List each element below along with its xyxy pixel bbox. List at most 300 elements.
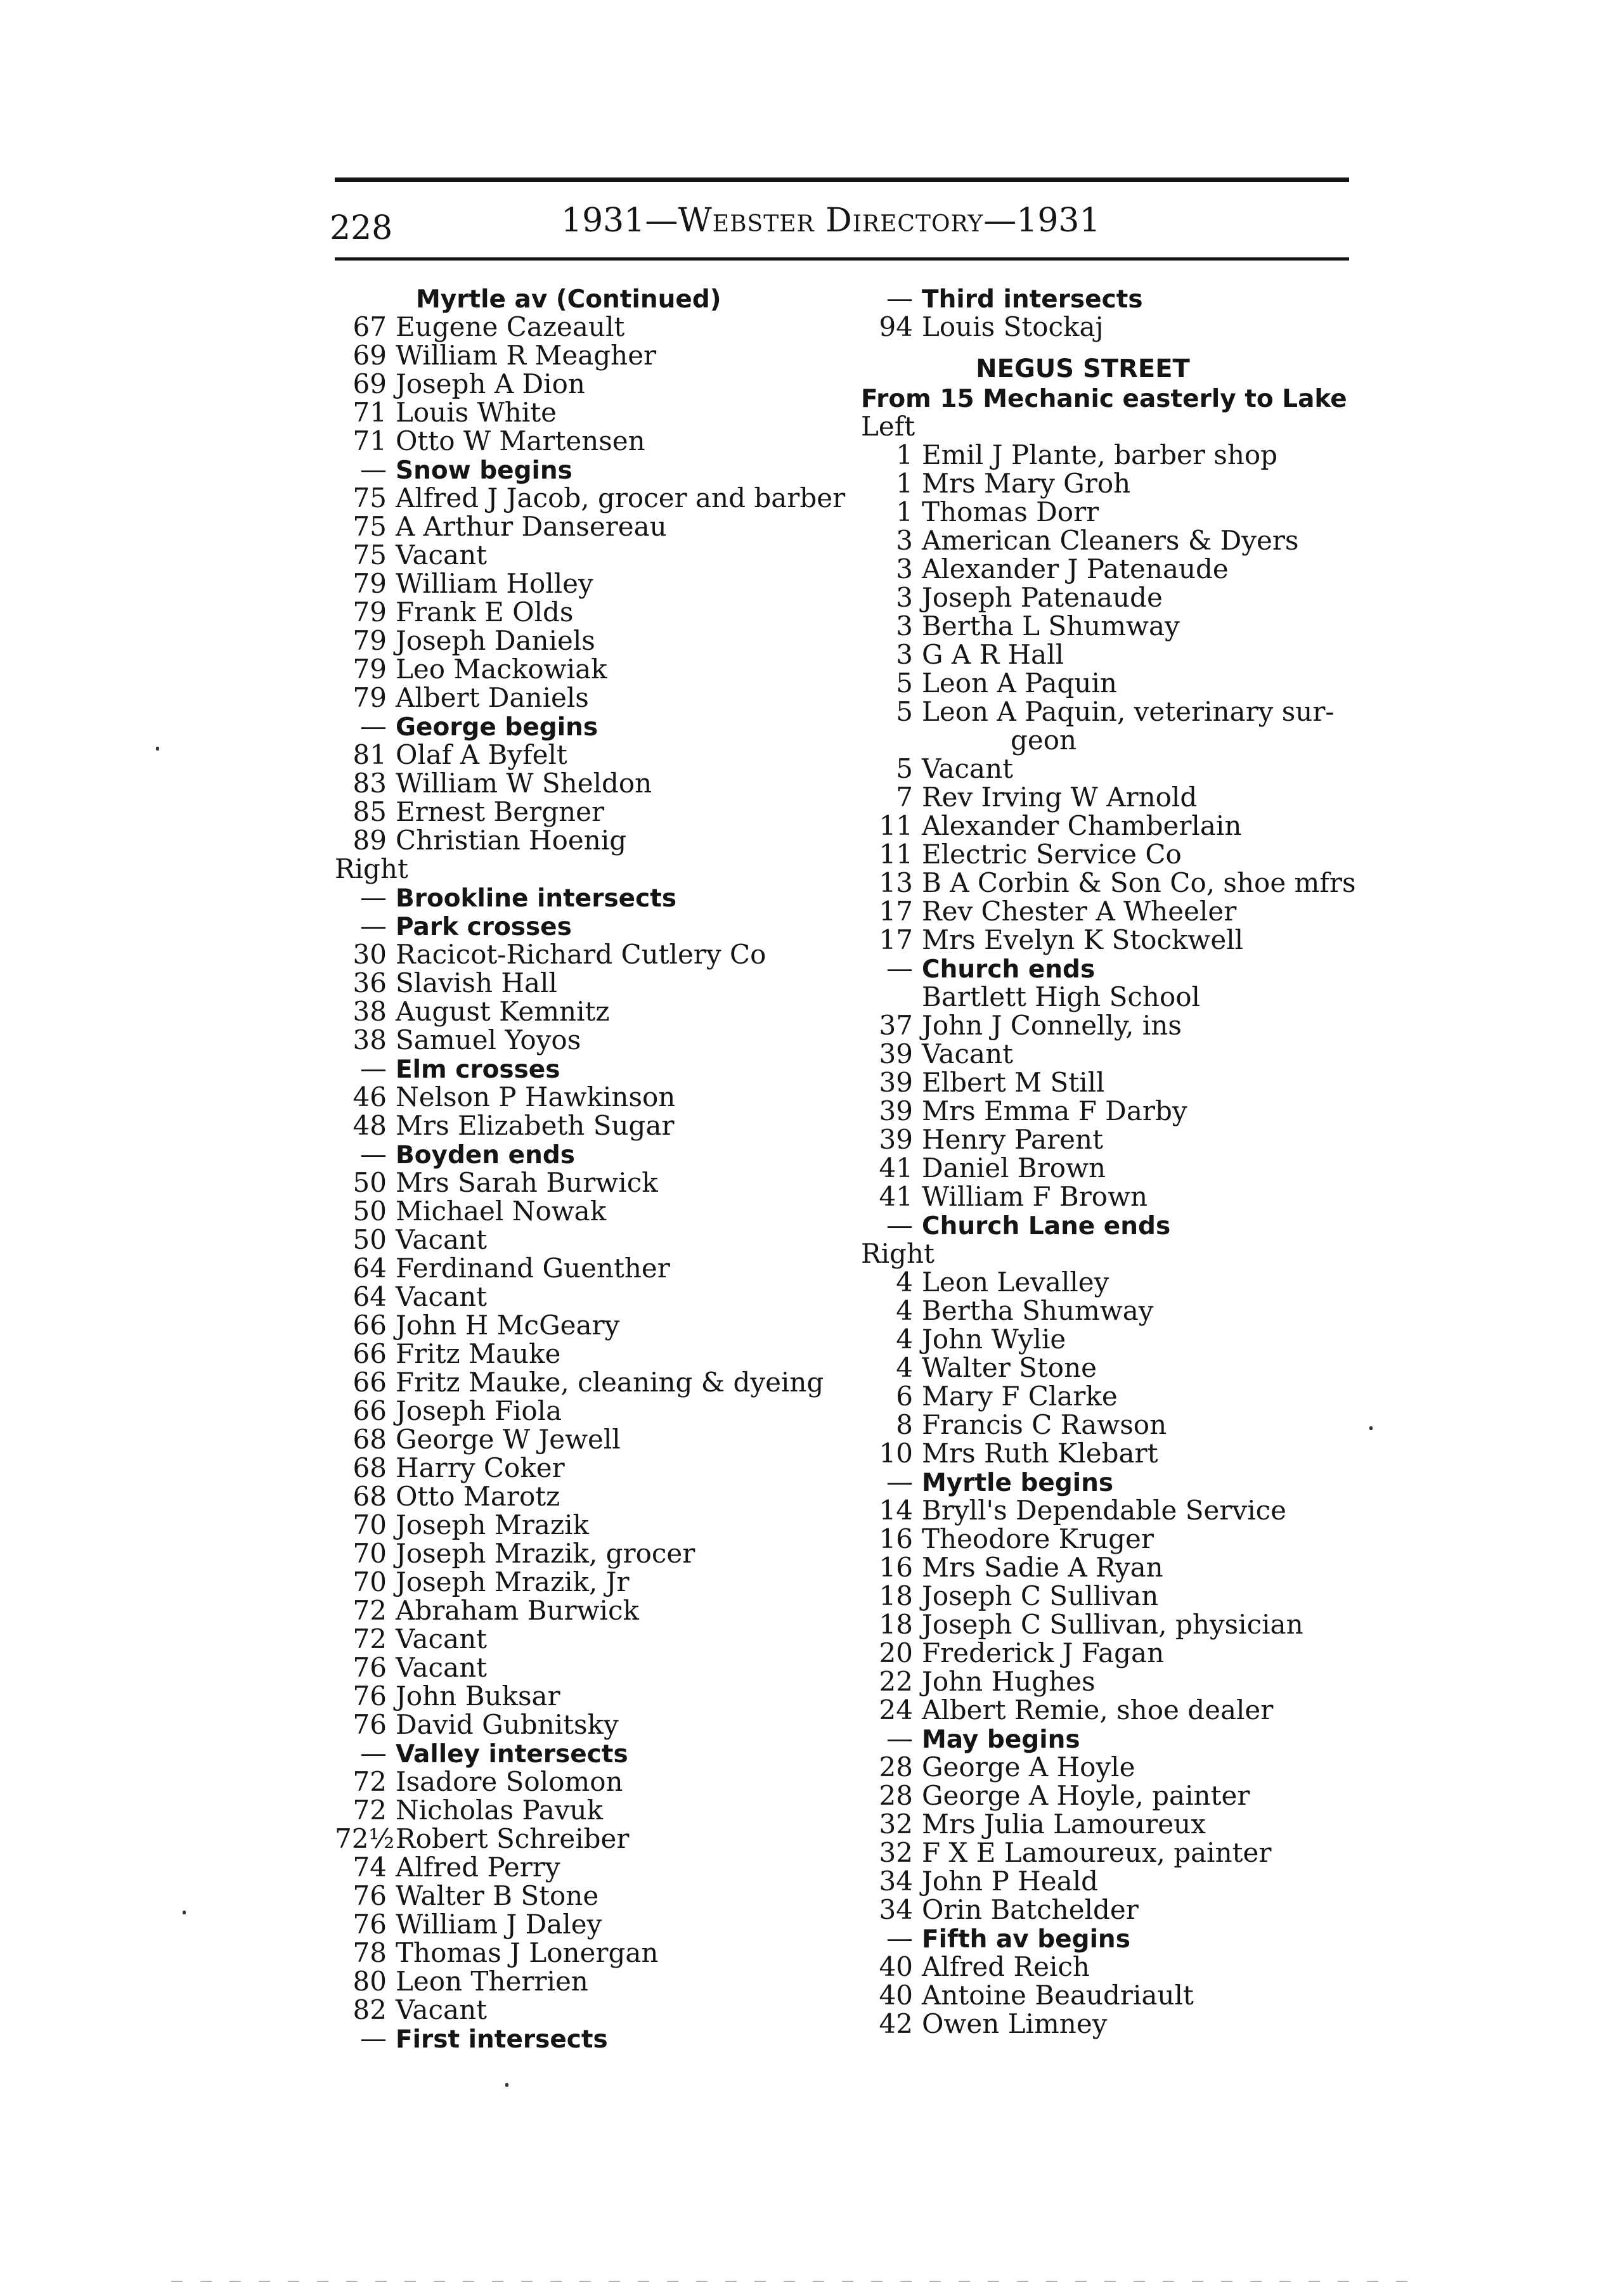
directory-entry: [335, 1653, 855, 1682]
directory-entry: [335, 1083, 855, 1111]
house-number: 41: [879, 1152, 913, 1183]
directory-entry: [335, 1853, 855, 1881]
page-number: 228: [330, 209, 393, 247]
directory-entry: [861, 1040, 1362, 1068]
house-number: 5: [896, 753, 913, 784]
resident-name: Mrs Evelyn K Stockwell: [922, 924, 1244, 955]
directory-entry: [335, 1225, 855, 1254]
resident-name: Nicholas Pavuk: [396, 1795, 604, 1826]
directory-entry: [335, 541, 855, 569]
house-number: 82: [352, 1994, 387, 2025]
dash-marker: —: [886, 283, 913, 314]
house-number: 76: [352, 1909, 387, 1940]
directory-entry: [861, 583, 1362, 612]
resident-name: Elbert M Still: [922, 1067, 1105, 1098]
resident-name: Thomas Dorr: [922, 496, 1099, 527]
directory-entry: [861, 1696, 1362, 1724]
house-number: 39: [879, 1124, 913, 1155]
house-number: 83: [352, 768, 387, 799]
resident-name: Louis Stockaj: [922, 311, 1104, 342]
house-number: 71: [352, 425, 387, 456]
directory-entry: [335, 683, 855, 712]
institution-name: Bartlett High School: [922, 981, 1200, 1012]
resident-name: William J Daley: [396, 1909, 602, 1940]
directory-entry: [861, 1068, 1362, 1097]
directory-entry: [861, 783, 1362, 811]
house-number: 85: [352, 796, 387, 827]
directory-entry: [861, 925, 1362, 954]
directory-entry: [335, 1339, 855, 1368]
house-number: 1: [896, 439, 913, 470]
street-continued-heading-text: Myrtle av (Continued): [416, 285, 721, 314]
house-number: 39: [879, 1038, 913, 1069]
directory-entry: [861, 1296, 1362, 1325]
directory-entry: [335, 1111, 855, 1140]
house-number: 1: [896, 468, 913, 499]
resident-name: Alfred J Jacob, grocer and barber: [396, 482, 846, 513]
resident-name: Mrs Sadie A Ryan: [922, 1552, 1163, 1583]
house-number: 18: [879, 1609, 913, 1640]
resident-name: George A Hoyle: [922, 1751, 1135, 1783]
house-number: 42: [879, 2008, 913, 2039]
directory-entry: [335, 313, 855, 341]
resident-name: Joseph Mrazik, grocer: [396, 1538, 695, 1569]
house-number: 4: [896, 1295, 913, 1326]
scan-noise-line: [171, 2281, 1407, 2282]
resident-name: Otto Marotz: [396, 1481, 560, 1512]
directory-entry: [335, 1996, 855, 2024]
resident-name: Isadore Solomon: [396, 1766, 623, 1797]
directory-entry: [861, 697, 1362, 726]
directory-entry: [335, 1710, 855, 1739]
resident-name: Mrs Elizabeth Sugar: [396, 1110, 675, 1141]
house-number: 7: [896, 782, 913, 813]
resident-name: Samuel Yoyos: [396, 1024, 581, 1055]
resident-name: Leo Mackowiak: [396, 654, 607, 685]
resident-name: B A Corbin & Son Co, shoe mfrs: [922, 867, 1356, 898]
house-number: 37: [879, 1010, 913, 1041]
house-number: 3: [896, 610, 913, 642]
house-number: 76: [352, 1709, 387, 1740]
house-number: 3: [896, 639, 913, 670]
house-number: 14: [879, 1495, 913, 1526]
house-number: 22: [879, 1666, 913, 1697]
house-number: 76: [352, 1880, 387, 1911]
directory-entry: [861, 1382, 1362, 1410]
house-number: 68: [352, 1481, 387, 1512]
directory-entry: [861, 1781, 1362, 1810]
house-number: 79: [352, 682, 387, 713]
street-side-text: Left: [861, 411, 915, 442]
resident-name: Orin Batchelder: [922, 1894, 1139, 1925]
house-number: 34: [879, 1894, 913, 1925]
resident-name: Leon A Paquin, veterinary sur-: [922, 696, 1335, 727]
header-bottom-rule: [335, 257, 1349, 261]
cross-street-label: George begins: [396, 713, 598, 742]
directory-entry: [335, 1938, 855, 1967]
house-number: 79: [352, 654, 387, 685]
resident-name: Joseph Mrazik, Jr: [396, 1566, 630, 1597]
directory-entry: [861, 669, 1362, 697]
cross-street-label: Fifth av begins: [922, 1925, 1130, 1954]
directory-entry: [335, 626, 855, 655]
street-side-text: Right: [861, 1238, 934, 1269]
house-number: 5: [896, 696, 913, 727]
dash-marker: —: [886, 1209, 913, 1241]
directory-entry: [861, 612, 1362, 640]
dash-marker: —: [886, 1923, 913, 1954]
house-number: 76: [352, 1680, 387, 1712]
resident-name: Leon Levalley: [922, 1267, 1109, 1298]
cross-street-marker: [335, 1140, 855, 1168]
house-number: 32: [879, 1837, 913, 1868]
house-number: 39: [879, 1067, 913, 1098]
directory-entry: [861, 840, 1362, 868]
resident-name: John Hughes: [922, 1666, 1096, 1697]
resident-name: Fritz Mauke: [396, 1338, 561, 1369]
house-number: 48: [352, 1110, 387, 1141]
directory-entry: [861, 1639, 1362, 1667]
resident-name: Vacant: [396, 539, 488, 571]
cross-street-marker: [335, 883, 855, 912]
directory-entry: [861, 1610, 1362, 1639]
cross-street-marker: [861, 1924, 1362, 1952]
resident-name: Joseph Fiola: [396, 1395, 562, 1426]
house-number: 39: [879, 1095, 913, 1126]
left-column: [335, 284, 855, 2053]
resident-name: Fritz Mauke, cleaning & dyeing: [396, 1367, 824, 1398]
house-number: 72½: [335, 1823, 395, 1854]
directory-entry: [861, 498, 1362, 526]
resident-name: Robert Schreiber: [396, 1823, 630, 1854]
resident-name: G A R Hall: [922, 639, 1064, 670]
house-number: 72: [352, 1766, 387, 1797]
house-number: 50: [352, 1224, 387, 1255]
resident-name: Bertha L Shumway: [922, 610, 1180, 642]
directory-entry: [861, 1154, 1362, 1182]
directory-entry: [861, 1439, 1362, 1467]
house-number: 30: [352, 939, 387, 970]
resident-name: Rev Irving W Arnold: [922, 782, 1198, 813]
resident-name: Thomas J Lonergan: [396, 1937, 659, 1968]
resident-name: Frederick J Fagan: [922, 1637, 1165, 1668]
house-number: 20: [879, 1637, 913, 1668]
directory-entry: [335, 484, 855, 512]
directory-entry: [861, 1353, 1362, 1382]
house-number: 75: [352, 539, 387, 571]
resident-name: American Cleaners & Dyers: [922, 525, 1299, 556]
directory-entry: [861, 1667, 1362, 1696]
directory-entry: [861, 811, 1362, 840]
resident-name: George W Jewell: [396, 1424, 621, 1455]
house-number: 24: [879, 1694, 913, 1725]
directory-entry: [335, 1767, 855, 1796]
resident-name: Albert Daniels: [396, 682, 589, 713]
resident-name: Henry Parent: [922, 1124, 1103, 1155]
directory-entry: [861, 1753, 1362, 1781]
house-number: 66: [352, 1310, 387, 1341]
resident-name: Vacant: [396, 1652, 488, 1683]
directory-entry: [335, 1454, 855, 1482]
directory-entry: [861, 983, 1362, 1011]
directory-entry: [861, 1325, 1362, 1353]
street-side-label: [335, 855, 855, 883]
directory-entry: [335, 1396, 855, 1425]
dash-marker: —: [886, 1723, 913, 1754]
house-number: 16: [879, 1523, 913, 1554]
cross-street-label: Boyden ends: [396, 1141, 575, 1170]
cross-street-marker: [335, 1054, 855, 1083]
directory-entry: [335, 826, 855, 855]
resident-name: Alfred Reich: [922, 1951, 1090, 1982]
cross-street-marker: [335, 712, 855, 740]
page-header: [330, 202, 1122, 252]
resident-name: Michael Nowak: [396, 1196, 607, 1227]
resident-name: Slavish Hall: [396, 967, 557, 998]
directory-entry: [335, 1967, 855, 1996]
resident-name: John H McGeary: [396, 1310, 620, 1341]
entry-continuation-text: geon: [1011, 725, 1077, 756]
directory-entry: [335, 1511, 855, 1539]
resident-name: Daniel Brown: [922, 1152, 1106, 1183]
dash-marker: —: [360, 1138, 387, 1170]
directory-entry: [861, 1097, 1362, 1125]
directory-entry: [335, 1796, 855, 1824]
directory-entry: [861, 555, 1362, 583]
resident-name: Alexander J Patenaude: [922, 553, 1229, 584]
directory-entry: [335, 341, 855, 370]
street-side-label: [861, 1239, 1362, 1268]
house-number: 68: [352, 1452, 387, 1483]
house-number: 16: [879, 1552, 913, 1583]
resident-name: Theodore Kruger: [922, 1523, 1154, 1554]
house-number: 34: [879, 1866, 913, 1897]
cross-street-marker: [335, 1739, 855, 1767]
cross-street-marker: [861, 284, 1362, 313]
directory-entry: [335, 1881, 855, 1910]
resident-name: F X E Lamoureux, painter: [922, 1837, 1272, 1868]
resident-name: A Arthur Dansereau: [396, 511, 667, 542]
street-continued-heading: [335, 284, 855, 313]
resident-name: Alexander Chamberlain: [922, 810, 1242, 841]
house-number: 18: [879, 1580, 913, 1611]
resident-name: Otto W Martensen: [396, 425, 645, 456]
directory-entry: [861, 1125, 1362, 1154]
house-number: 3: [896, 525, 913, 556]
directory-entry: [335, 1425, 855, 1454]
house-number: 17: [879, 896, 913, 927]
scan-speck: [156, 747, 159, 751]
cross-street-label: Park crosses: [396, 913, 572, 941]
resident-name: William F Brown: [922, 1181, 1148, 1212]
resident-name: Rev Chester A Wheeler: [922, 896, 1237, 927]
resident-name: Joseph A Dion: [396, 368, 585, 399]
cross-street-label: Snow begins: [396, 456, 572, 485]
directory-entry: [861, 1810, 1362, 1838]
resident-name: Joseph Daniels: [396, 625, 595, 656]
house-number: 46: [352, 1081, 387, 1113]
house-number: 6: [896, 1381, 913, 1412]
directory-entry: [335, 1596, 855, 1625]
resident-name: Electric Service Co: [922, 839, 1182, 870]
directory-entry: [335, 427, 855, 455]
house-number: 67: [352, 311, 387, 342]
house-number: 40: [879, 1951, 913, 1982]
house-number: 10: [879, 1438, 913, 1469]
resident-name: Walter B Stone: [396, 1880, 599, 1911]
resident-name: Olaf A Byfelt: [396, 739, 567, 770]
cross-street-label: Third intersects: [922, 285, 1143, 314]
resident-name: Mrs Julia Lamoureux: [922, 1809, 1206, 1840]
resident-name: William W Sheldon: [396, 768, 652, 799]
directory-entry: [861, 1981, 1362, 2009]
cross-street-marker: [861, 1211, 1362, 1239]
resident-name: Leon Therrien: [396, 1966, 588, 1997]
directory-entry: [335, 940, 855, 969]
resident-name: Vacant: [922, 1038, 1014, 1069]
directory-entry: [861, 1952, 1362, 1981]
directory-entry: [335, 969, 855, 997]
directory-entry: [861, 1553, 1362, 1582]
resident-name: George A Hoyle, painter: [922, 1780, 1250, 1811]
directory-entry: [335, 1282, 855, 1311]
house-number: 75: [352, 482, 387, 513]
house-number: 72: [352, 1623, 387, 1654]
resident-name: Mrs Emma F Darby: [922, 1095, 1187, 1126]
directory-entry: [335, 1197, 855, 1225]
directory-entry: [335, 598, 855, 626]
resident-name: Mrs Sarah Burwick: [396, 1167, 658, 1198]
resident-name: Owen Limney: [922, 2008, 1108, 2039]
directory-entry: [335, 398, 855, 427]
house-number: 38: [352, 1024, 387, 1055]
resident-name: Christian Hoenig: [396, 825, 627, 856]
house-number: 3: [896, 582, 913, 613]
cross-street-label: Brookline intersects: [396, 884, 677, 913]
house-number: 74: [352, 1852, 387, 1883]
resident-name: Ferdinand Guenther: [396, 1253, 670, 1284]
street-route: [861, 384, 1362, 412]
house-number: 70: [352, 1509, 387, 1540]
house-number: 4: [896, 1324, 913, 1355]
house-number: 70: [352, 1566, 387, 1597]
house-number: 32: [879, 1809, 913, 1840]
directory-entry: [335, 1910, 855, 1938]
dash-marker: —: [886, 1466, 913, 1497]
house-number: 5: [896, 668, 913, 699]
house-number: 66: [352, 1367, 387, 1398]
running-head-title: Webster Directory: [678, 202, 984, 240]
directory-entry: [335, 1568, 855, 1596]
street-title-text: NEGUS STREET: [976, 354, 1190, 384]
directory-entry: [335, 569, 855, 598]
dash-marker: —: [360, 454, 387, 485]
resident-name: Racicot-Richard Cutlery Co: [396, 939, 766, 970]
running-head-year-left: 1931—: [561, 202, 678, 240]
entry-continuation: [861, 726, 1362, 754]
directory-entry: [861, 2009, 1362, 2038]
directory-entry: [335, 512, 855, 541]
house-number: 17: [879, 924, 913, 955]
directory-entry: [335, 1168, 855, 1197]
house-number: 50: [352, 1167, 387, 1198]
directory-entry: [335, 1824, 855, 1853]
resident-name: Vacant: [396, 1994, 488, 2025]
directory-entry: [335, 997, 855, 1026]
house-number: 13: [879, 867, 913, 898]
resident-name: Francis C Rawson: [922, 1409, 1167, 1440]
directory-entry: [335, 1482, 855, 1511]
house-number: 28: [879, 1780, 913, 1811]
street-side-text: Right: [335, 853, 408, 884]
house-number: 3: [896, 553, 913, 584]
house-number: 4: [896, 1267, 913, 1298]
resident-name: David Gubnitsky: [396, 1709, 619, 1740]
resident-name: Nelson P Hawkinson: [396, 1081, 676, 1113]
directory-entry: [861, 868, 1362, 897]
house-number: 75: [352, 511, 387, 542]
header-top-rule: [335, 177, 1349, 182]
directory-entry: [335, 1254, 855, 1282]
house-number: 36: [352, 967, 387, 998]
cross-street-marker: [335, 2024, 855, 2053]
cross-street-marker: [861, 954, 1362, 983]
directory-entry: [861, 1496, 1362, 1525]
directory-entry: [861, 897, 1362, 925]
resident-name: John Wylie: [922, 1324, 1066, 1355]
directory-entry: [335, 1625, 855, 1653]
directory-entry: [861, 1182, 1362, 1211]
house-number: 70: [352, 1538, 387, 1569]
directory-entry: [335, 1682, 855, 1710]
dash-marker: —: [360, 1738, 387, 1769]
directory-entry: [335, 1539, 855, 1568]
resident-name: William R Meagher: [396, 340, 657, 371]
resident-name: Abraham Burwick: [396, 1595, 639, 1626]
directory-entry: [861, 640, 1362, 669]
directory-entry: [335, 370, 855, 398]
scan-speck: [505, 2083, 508, 2087]
resident-name: John P Heald: [922, 1866, 1099, 1897]
directory-entry: [335, 769, 855, 797]
resident-name: Vacant: [396, 1281, 488, 1312]
directory-entry: [861, 1838, 1362, 1867]
directory-entry: [335, 740, 855, 769]
resident-name: Frank E Olds: [396, 597, 574, 628]
directory-entry: [861, 313, 1362, 341]
directory-entry: [861, 1582, 1362, 1610]
cross-street-label: Church Lane ends: [922, 1212, 1171, 1241]
resident-name: John Buksar: [396, 1680, 560, 1712]
dash-marker: —: [360, 910, 387, 941]
directory-entry: [335, 1311, 855, 1339]
house-number: 69: [352, 368, 387, 399]
resident-name: Eugene Cazeault: [396, 311, 625, 342]
right-column: [861, 284, 1362, 2038]
house-number: 72: [352, 1595, 387, 1626]
resident-name: Louis White: [396, 397, 557, 428]
cross-street-label: First intersects: [396, 2025, 608, 2054]
cross-street-marker: [861, 1724, 1362, 1753]
house-number: 78: [352, 1937, 387, 1968]
house-number: 66: [352, 1395, 387, 1426]
house-number: 11: [879, 810, 913, 841]
resident-name: August Kemnitz: [396, 996, 610, 1027]
resident-name: Mrs Ruth Klebart: [922, 1438, 1158, 1469]
directory-entry: [861, 469, 1362, 498]
house-number: 1: [896, 496, 913, 527]
resident-name: Joseph C Sullivan, physician: [922, 1609, 1303, 1640]
